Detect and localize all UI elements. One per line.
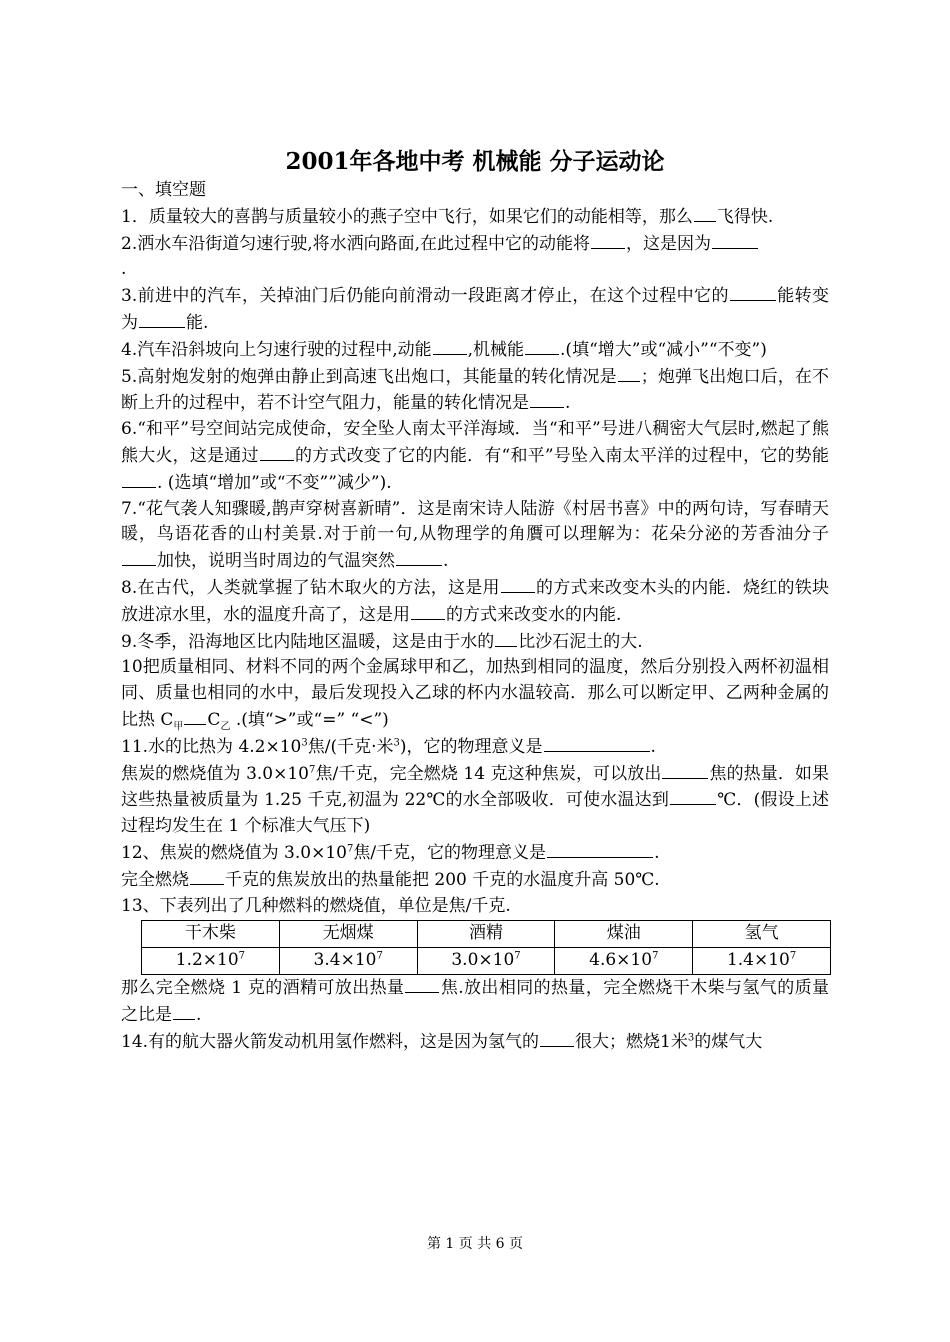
question-6: 6.“和平”号空间站完成使命，安全坠人南太平洋海域．当“和平”号进八稠密大气层时,燃起了熊熊大火，这是通过 的方式改变了它的内能．有“和平”号坠入南太平洋的过程中，它的势能. (选填“增加”或“不变””减少”). — [121, 419, 830, 493]
question-7: 7.“花气袭人知骤暖,鹊声穿树喜新晴”．这是南宋诗人陆游《村居书喜》中的两句诗，写春晴天暖，鸟语花香的山村美景.对于前一句,从物理学的角贋可以理解为：花朵分泌的芳香油分子加快，说明当时周边的气温突然 . — [121, 498, 829, 572]
answer-blank[interactable] — [530, 390, 564, 408]
answer-blank[interactable] — [501, 575, 535, 593]
table-row — [142, 948, 831, 975]
question-5: 5.高射炮发射的炮弹由静止到高速飞出炮口，其能量的转化情况是 ；炮弹飞出炮口后，在不断上升的过程中，若不计空气阻力，能量的转化情况是 . — [121, 364, 829, 418]
table-cell: $1.2\times 10^7$ — [142, 948, 280, 975]
answer-blank[interactable] — [694, 204, 716, 222]
table-cell: $1.4\times 10^7$ — [693, 948, 831, 975]
answer-blank[interactable] — [122, 470, 156, 488]
table-header-cell: 无烟煤 — [279, 921, 417, 948]
question-12: 12、焦炭的燃烧值为 $3.0\times 10^7$焦/千克，它的物理意义是 . — [121, 840, 829, 867]
answer-blank[interactable] — [670, 787, 716, 805]
answer-blank[interactable] — [396, 548, 442, 566]
answer-blank[interactable] — [495, 629, 517, 647]
answer-blank[interactable] — [433, 337, 467, 355]
table-header-cell: 干木柴 — [142, 921, 280, 948]
answer-blank[interactable] — [540, 1029, 574, 1047]
answer-blank[interactable] — [260, 443, 294, 461]
question-11: 11.水的比热为 $4.2\times 10^3$焦/(千克·米$^3$)，它的物理意义是 . — [121, 734, 829, 761]
question-2: 2.洒水车沿街道匀速行驶,将水洒向路面,在此过程中它的动能将 ，这是因为 . — [121, 231, 829, 284]
answer-blank[interactable] — [139, 310, 185, 328]
answer-blank[interactable] — [184, 707, 206, 725]
fuel-value-table — [141, 920, 831, 975]
page-title: 2001年各地中考 机械能 分子运动论 — [285, 148, 665, 175]
table-header-row — [142, 921, 831, 948]
document-body — [121, 178, 829, 1056]
answer-blank[interactable] — [544, 734, 650, 752]
answer-blank[interactable] — [662, 761, 708, 779]
answer-blank[interactable] — [122, 548, 156, 566]
section-heading: 一、填空题 — [121, 180, 206, 200]
table-header-cell: 氢气 — [693, 921, 831, 948]
question-9: 9.冬季，沿海地区比内陆地区温暖，这是由于水的 比沙石泥土的大. — [121, 629, 829, 656]
answer-blank[interactable] — [547, 840, 653, 858]
table-cell: $3.4\times 10^7$ — [279, 948, 417, 975]
question-11-part-2: 焦炭的燃烧值为 $3.0\times 10^7$焦/千克，完全燃烧 14 克这种焦炭，可以放出 焦的热量．如果这些热量被质量为 1.25 千克,初温为 22℃的水全部吸收．可使水温达到 ℃．(假设上述过程均发生在 1 个标准大气压下) — [121, 761, 829, 840]
answer-blank[interactable] — [411, 602, 445, 620]
answer-blank[interactable] — [525, 337, 559, 355]
table-header-cell: 煤油 — [555, 921, 693, 948]
table-cell: $3.0\times 10^7$ — [417, 948, 555, 975]
answer-blank[interactable] — [173, 1002, 195, 1020]
answer-blank[interactable] — [618, 364, 640, 382]
question-13: 13、下表列出了几种燃料的燃烧值，单位是焦/千克. — [121, 895, 511, 916]
question-10: 10把质量相同、材料不同的两个金属球甲和乙，加热到相同的温度，然后分别投入两杯初温相同、质量也相同的水中，最后发现投入乙球的杯内水温较高．那么可以断定甲、乙两种金属的比热 $C_甲$ $C_乙$ .(填“>”或“=” “<”) — [121, 657, 829, 733]
page-footer: 第 1 页 共 6 页 — [426, 1236, 524, 1252]
question-3: 3.前进中的汽车，关掉油门后仍能向前滑动一段距离才停止，在这个过程中它的 能转变为 能. — [121, 283, 829, 337]
question-4: 4.汽车沿斜坡向上匀速行驶的过程中,动能 ,机械能 .(填“增大”或“减小”“不变”) — [121, 337, 829, 364]
answer-blank[interactable] — [730, 283, 776, 301]
question-13-part-2: 那么完全燃烧 1 克的酒精可放出热量 焦.放出相同的热量，完全燃烧干木柴与氢气的质量之比是 . — [121, 975, 829, 1029]
table-header-cell: 酒精 — [417, 921, 555, 948]
question-12-part-2: 完全燃烧 千克的焦炭放出的热量能把 200 千克的水温度升高 50℃. — [121, 867, 829, 894]
table-cell: $4.6\times 10^7$ — [555, 948, 693, 975]
question-1: 1．质量较大的喜鹊与质量较小的燕子空中飞行，如果它们的动能相等，那么 飞得快. — [121, 204, 829, 231]
question-8: 8.在古代，人类就掌握了钻木取火的方法，这是用 的方式来改变木头的内能．烧红的铁块放进凉水里，水的温度升高了，这是用 的方式来改变水的内能. — [121, 575, 829, 629]
answer-blank[interactable] — [591, 231, 625, 249]
question-14: 14.有的航大器火箭发动机用氢作燃料，这是因为氢气的 很大；燃烧1米$^3$的煤气大 — [121, 1029, 829, 1056]
answer-blank[interactable] — [712, 231, 758, 249]
answer-blank[interactable] — [405, 975, 439, 993]
answer-blank[interactable] — [190, 867, 224, 885]
